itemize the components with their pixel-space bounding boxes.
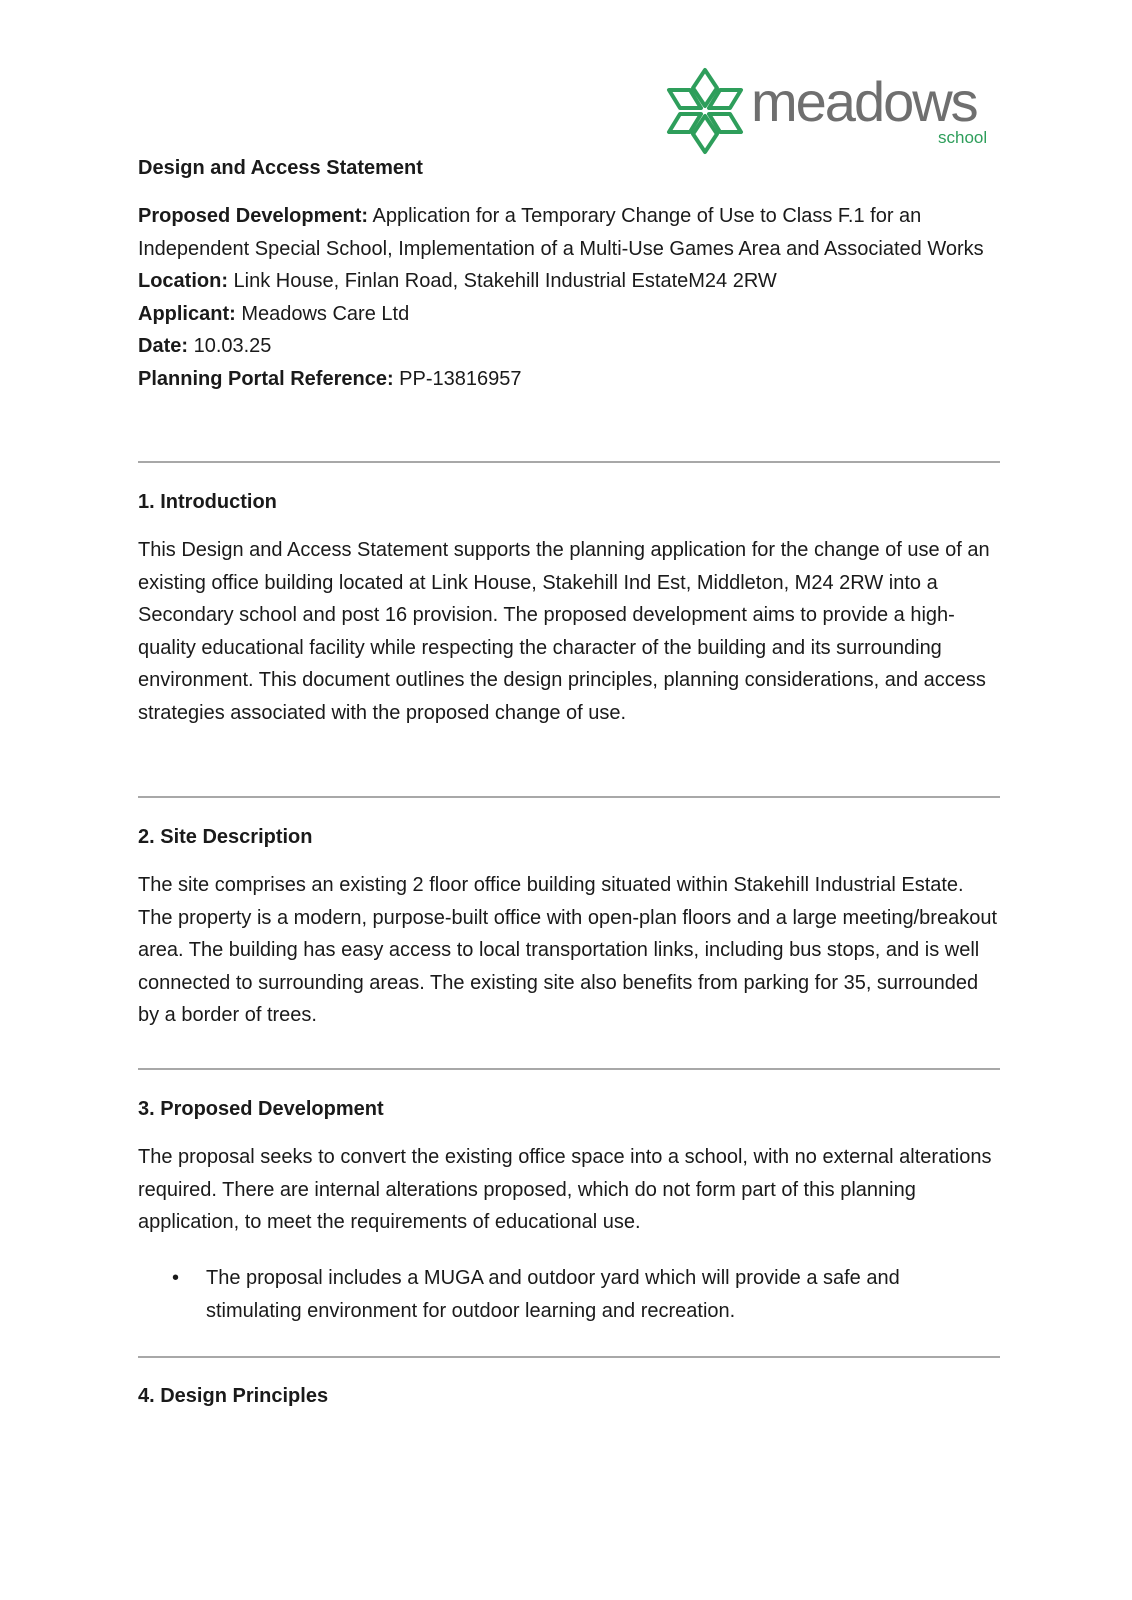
section-heading-design-principles: 4. Design Principles (138, 1385, 329, 1407)
flower-logo-icon (663, 66, 747, 156)
meta-location (138, 265, 1000, 298)
list-item (138, 1262, 1000, 1327)
proposed-development-bullets (138, 1262, 1000, 1327)
document-meta (138, 200, 1000, 395)
logo-wordmark: meadows (751, 70, 977, 133)
bullet-icon: • (172, 1267, 180, 1289)
section-heading-introduction: 1. Introduction (138, 491, 277, 513)
section-body-site-description: The site comprises an existing 2 floor office building situated within Stakehill Industrial Estate. The property is a modern, purpose-built office with open-plan floors and a large meeting/breakout area. The building has easy access to local transportation links, including bus stops, and is well connected to surrounding areas. The existing site also benefits from parking for 35, surrounded by a border of trees. (138, 874, 998, 1026)
section-heading-site-description: 2. Site Description (138, 826, 313, 848)
meta-proposed-development (138, 200, 1000, 265)
logo-subtitle: school (938, 128, 988, 147)
meta-planning-reference (138, 363, 1000, 396)
section-body-introduction: This Design and Access Statement supports the planning application for the change of use of an existing office building located at Link House, Stakehill Ind Est, Middleton, M24 2RW into a Secondary school and post 16 provision. The proposed development aims to provide a high-quality educational facility while respecting the character of the building and its surrounding environment. This document outlines the design principles, planning considerations, and access strategies associated with the proposed change of use. (138, 539, 990, 724)
section-divider (138, 461, 1000, 463)
meta-value: Meadows Care Ltd (235, 302, 410, 325)
section-divider (138, 1068, 1000, 1070)
section-heading-proposed-development: 3. Proposed Development (138, 1098, 384, 1120)
meadows-school-logo (663, 66, 1003, 156)
meta-value: Application for a Temporary Change of Use to Class F.1 for an Independent Special School, Implementation of a Multi-Use Games Area and Associated Works (138, 205, 984, 260)
document-title: Design and Access Statement (138, 157, 423, 179)
section-divider (138, 796, 1000, 798)
meta-label: Planning Portal Reference: (138, 367, 394, 390)
meta-applicant (138, 298, 1000, 331)
list-item-text: The proposal includes a MUGA and outdoor yard which will provide a safe and stimulating environment for outdoor learning and recreation. (206, 1267, 900, 1322)
meta-label: Proposed Development: (138, 205, 369, 227)
meta-value: 10.03.25 (188, 335, 272, 357)
meta-label: Date: (138, 335, 189, 357)
meta-value: PP-13816957 (393, 367, 522, 390)
meta-value: Link House, Finlan Road, Stakehill Industrial EstateM24 2RW (228, 270, 777, 292)
meta-label: Location: (138, 270, 228, 292)
meta-label: Applicant: (138, 302, 236, 325)
meta-date (138, 330, 1000, 363)
section-body-proposed-development: The proposal seeks to convert the existing office space into a school, with no external alterations required. There are internal alterations proposed, which do not form part of this planning application, to meet the requirements of educational use. (138, 1146, 992, 1233)
section-divider (138, 1356, 1000, 1358)
